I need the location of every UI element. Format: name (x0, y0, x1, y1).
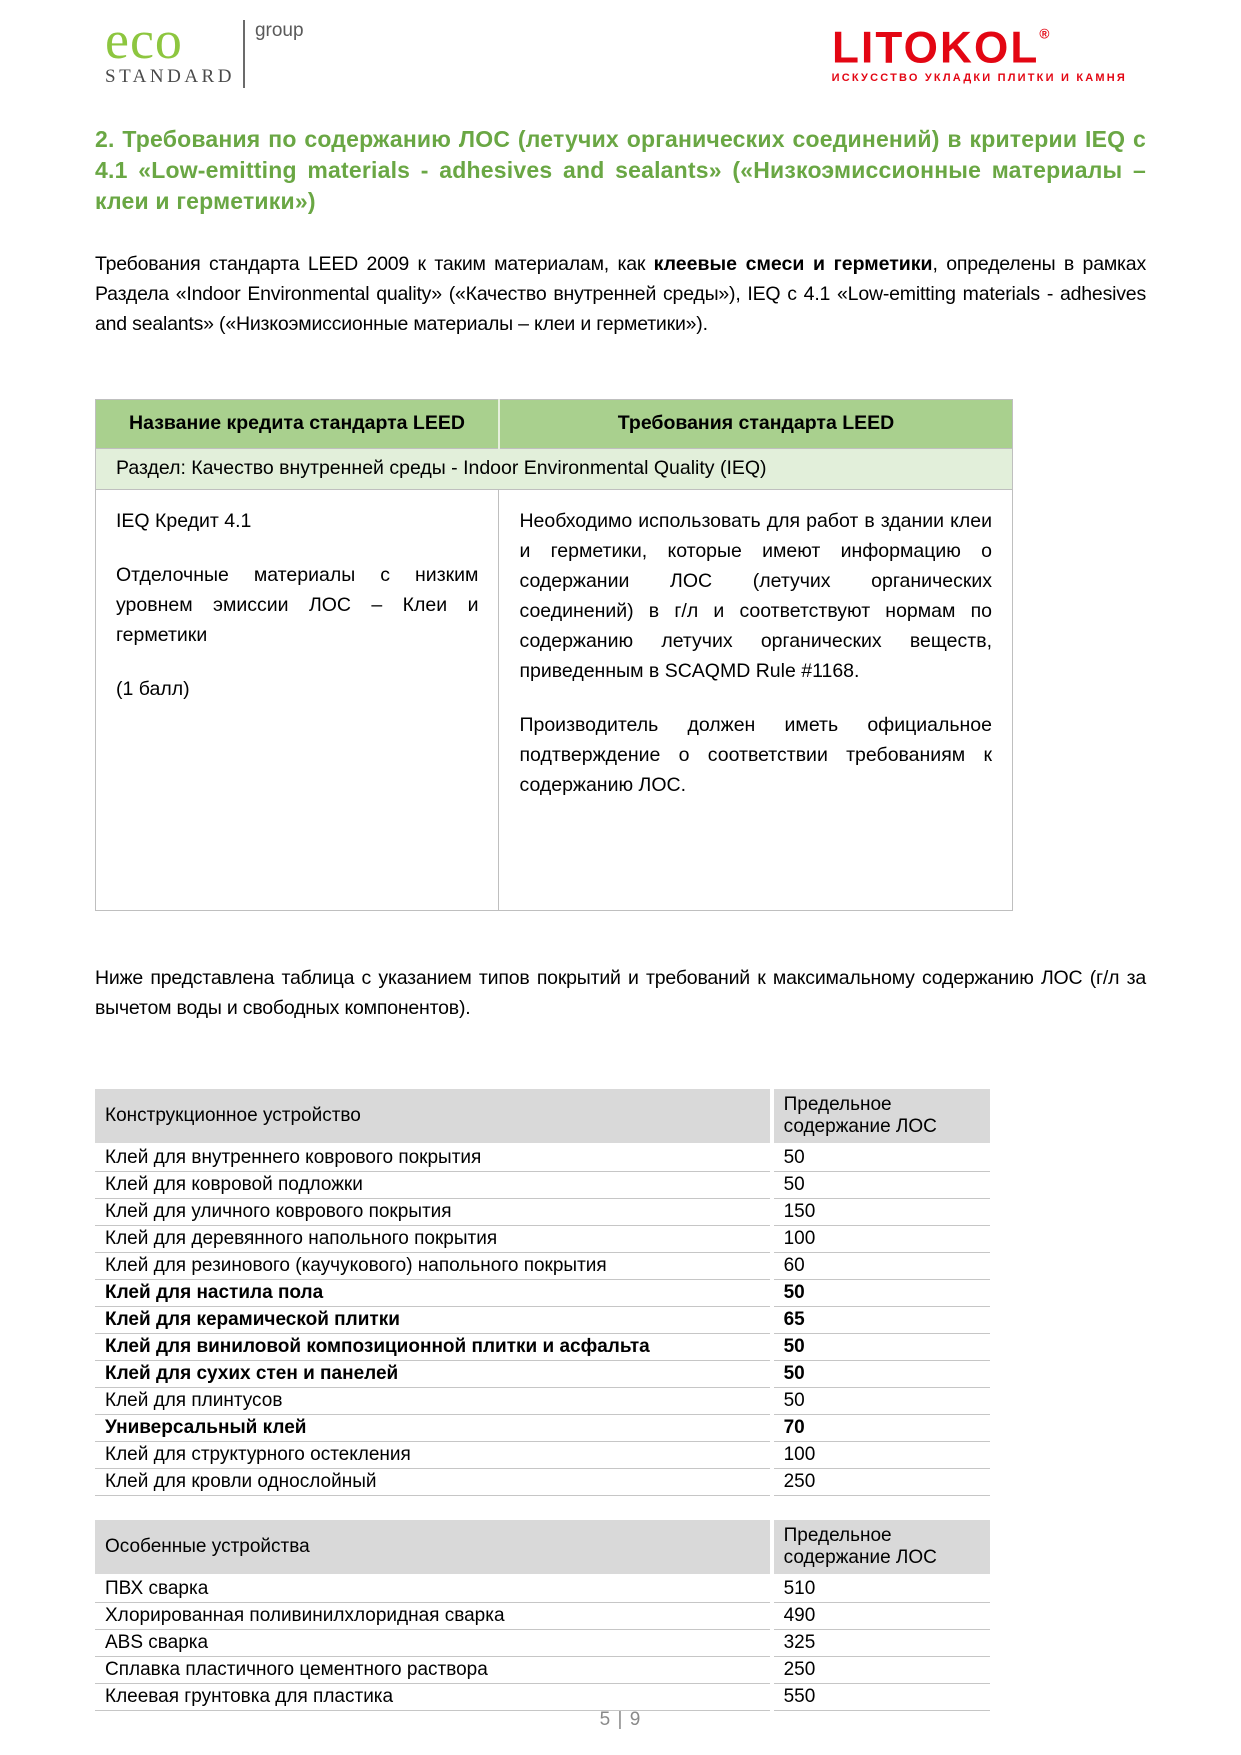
voc-table-header-device: Особенные устройства (95, 1520, 772, 1575)
device-label: Клей для уличного коврового покрытия (95, 1198, 772, 1225)
table-row (95, 1252, 990, 1279)
voc-limit-value: 65 (772, 1306, 990, 1333)
tables-intro-paragraph: Ниже представлена таблица с указанием типов покрытий и требований к максимальному содержанию ЛОС (г/л за вычетом воды и свободных компонентов). (95, 966, 1146, 1019)
table-row (95, 1656, 990, 1683)
voc-limit-value: 325 (772, 1629, 990, 1656)
voc-limit-value: 150 (772, 1198, 990, 1225)
leed-table-section-row (96, 448, 1013, 489)
leed-table-header-credit: Название кредита стандарта LEED (96, 399, 499, 448)
device-label: Клей для плинтусов (95, 1387, 772, 1414)
device-label: Клей для деревянного напольного покрытия (95, 1225, 772, 1252)
table-row (95, 1144, 990, 1172)
table-row (95, 1387, 990, 1414)
voc-limit-value: 50 (772, 1171, 990, 1198)
voc-limit-value: 250 (772, 1656, 990, 1683)
voc-limit-value: 510 (772, 1575, 990, 1603)
litokol-wordmark (831, 22, 1050, 73)
voc-limit-value: 50 (772, 1333, 990, 1360)
device-label: Клей для сухих стен и панелей (95, 1360, 772, 1387)
voc-limit-value: 250 (772, 1468, 990, 1495)
table-row (95, 1441, 990, 1468)
table-row (95, 1306, 990, 1333)
device-label: ABS сварка (95, 1629, 772, 1656)
table-row (95, 1575, 990, 1603)
eco-logo-column (105, 10, 235, 88)
requirement-paragraph-2: Производитель должен иметь официальное подтверждение о соответствии требованиям к содержанию ЛОС. (519, 713, 992, 796)
voc-limit-value: 60 (772, 1252, 990, 1279)
litokol-name-text: LITOKOL (831, 22, 1040, 73)
voc-limit-value: 50 (772, 1279, 990, 1306)
eco-logo-text: eco (105, 10, 183, 70)
intro-text-after: , определены в рамках Раздела «Indoor Environmental quality» («Качество внутренней среды»), IEQ с 4.1 «Low-emitting materials - adhesives and sealants» («Низкоэмиссионные материалы – клеи и герметики»). (95, 252, 1147, 335)
page-content (0, 124, 1241, 1711)
device-label: Сплавка пластичного цементного раствора (95, 1656, 772, 1683)
device-label: Клей для ковровой подложки (95, 1171, 772, 1198)
device-label: Клей для структурного остекления (95, 1441, 772, 1468)
device-label: Хлорированная поливинилхлоридная сварка (95, 1602, 772, 1629)
requirement-cell (499, 489, 1013, 910)
voc-table-structural (95, 1089, 990, 1496)
voc-limit-value: 100 (772, 1225, 990, 1252)
leed-table-section-label: Раздел: Качество внутренней среды - Indoor Environmental Quality (IEQ) (96, 448, 1013, 489)
voc-table-header-limit: Предельное содержание ЛОС (772, 1520, 990, 1575)
device-label: Клей для настила пола (95, 1279, 772, 1306)
eco-logo-standard: STANDARD (105, 65, 235, 87)
table-row (95, 1279, 990, 1306)
litokol-reg-mark: ® (1039, 25, 1050, 42)
intro-text-before: Требования стандарта LEED 2009 к таким материалам, как (95, 252, 654, 275)
requirement-paragraph-1: Необходимо использовать для работ в здании клеи и герметики, которые имеют информацию о содержании ЛОС (летучих органических соединений) в г/л и соответствуют нормам по содержанию летучих органических веществ, приведенным в SCAQMD Rule #1168. (519, 509, 992, 682)
credit-description: Отделочные материалы с низким уровнем эмиссии ЛОС – Клеи и герметики (116, 563, 479, 646)
voc-limit-value: 50 (772, 1360, 990, 1387)
device-label: Клей для керамической плитки (95, 1306, 772, 1333)
voc-table-header-device: Конструкционное устройство (95, 1089, 772, 1144)
litokol-tagline: ИСКУССТВО УКЛАДКИ ПЛИТКИ И КАМНЯ (831, 71, 1127, 84)
table-row (95, 1414, 990, 1441)
table-row (95, 1468, 990, 1495)
voc-limit-value: 490 (772, 1602, 990, 1629)
voc-limit-value: 100 (772, 1441, 990, 1468)
voc-table-structural-body (95, 1144, 990, 1496)
device-label: Клей для внутреннего коврового покрытия (95, 1144, 772, 1172)
table-row (95, 1171, 990, 1198)
table-row (95, 1333, 990, 1360)
voc-table-structural-head (95, 1089, 990, 1144)
voc-table-special-head (95, 1520, 990, 1575)
eco-logo-divider (243, 20, 245, 88)
table-row (95, 1683, 990, 1710)
voc-limit-value: 50 (772, 1144, 990, 1172)
section-heading: 2. Требования по содержанию ЛОС (летучих органических соединений) в критерии IEQ с 4.1 «Low-emitting materials - adhesives and sealants» («Низкоэмиссионные материалы – клеи и герметики») (95, 125, 1146, 214)
voc-table-special (95, 1520, 990, 1711)
page-header (0, 0, 1241, 88)
leed-table-header-requirements: Требования стандарта LEED (499, 399, 1013, 448)
intro-text-bold: клеевые смеси и герметики (653, 252, 933, 275)
page-number: 5 | 9 (599, 1709, 642, 1730)
litokol-logo (832, 18, 1127, 84)
table-row (95, 1629, 990, 1656)
device-label: Клей для резинового (каучукового) напольного покрытия (95, 1252, 772, 1279)
voc-limit-value: 550 (772, 1683, 990, 1710)
voc-limit-value: 70 (772, 1414, 990, 1441)
voc-limit-value: 50 (772, 1387, 990, 1414)
leed-table (95, 399, 1013, 911)
device-label: Универсальный клей (95, 1414, 772, 1441)
device-label: Клей для виниловой композиционной плитки и асфальта (95, 1333, 772, 1360)
device-label: ПВХ сварка (95, 1575, 772, 1603)
voc-table-header-row (95, 1089, 990, 1144)
leed-table-header-row (96, 399, 1013, 448)
table-row (95, 1602, 990, 1629)
device-label: Клеевая грунтовка для пластика (95, 1683, 772, 1710)
eco-logo-group: group (254, 20, 304, 41)
voc-table-header-limit: Предельное содержание ЛОС (772, 1089, 990, 1144)
credit-title: IEQ Кредит 4.1 (116, 509, 252, 532)
voc-table-header-row (95, 1520, 990, 1575)
credit-cell (96, 489, 499, 910)
voc-table-special-body (95, 1575, 990, 1711)
leed-table-body-row (96, 489, 1013, 910)
intro-paragraph (95, 249, 1146, 339)
credit-points: (1 балл) (116, 677, 190, 700)
eco-standard-logo (105, 10, 304, 88)
device-label: Клей для кровли однослойный (95, 1468, 772, 1495)
table-row (95, 1198, 990, 1225)
table-row (95, 1225, 990, 1252)
table-row (95, 1360, 990, 1387)
